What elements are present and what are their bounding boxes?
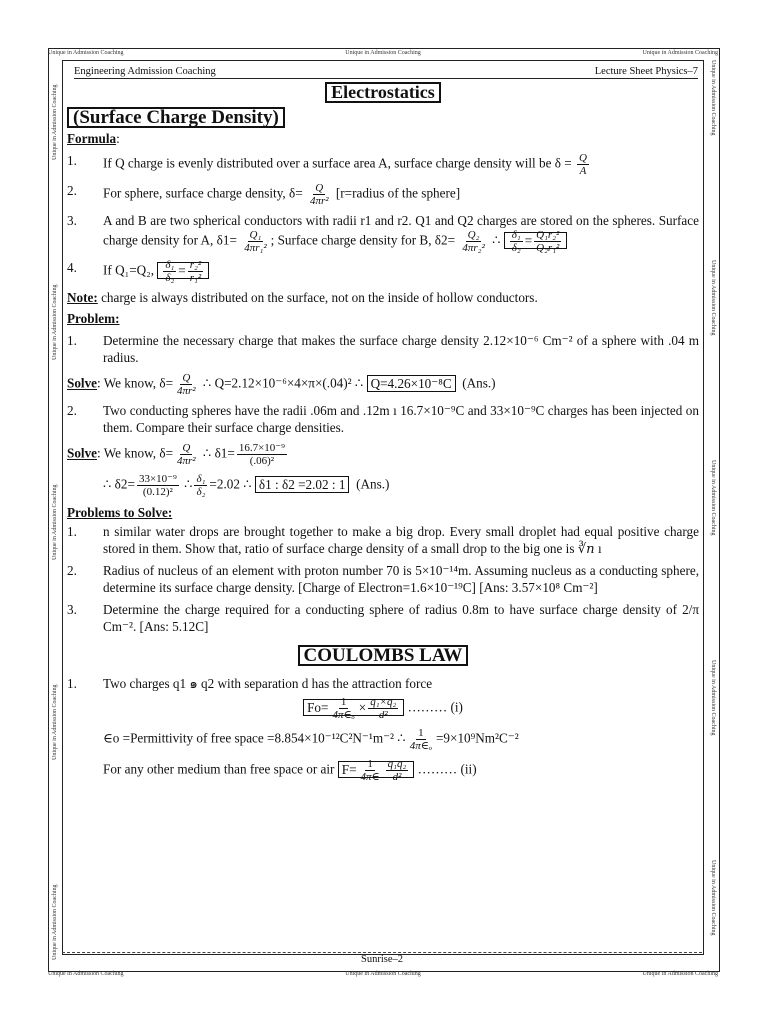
list-item: 3. Determine the charge required for a conducting sphere of radius 0.8m to have surface charge density of 2/π Cm⁻². [Ans: 5.12C] [67, 602, 699, 634]
section-title: (Surface Charge Density) [67, 107, 285, 128]
ratio-box: $\frac{\text{δ₁}}{\text{δ₂}}$ = $\frac{\text{r₂²}}{\text{r₁²}}$ [157, 262, 209, 279]
coulomb-formula-i: Fo= $\frac{1}{\text{4π∈ₒ}}$ × $\frac{\text{q₁×q₂}}{\text{d²}}$ ……… (i) [67, 696, 699, 721]
list-item: 2. Radius of nucleus of an element with proton number 70 is 5×10⁻¹⁴m. Assuming nucleus as a conducting sphere, determine its surface charge density. [Charge of Electron=1.6×10⁻¹⁹C] [Ans: 3.57×10⁸ Cm⁻²] [67, 563, 699, 595]
header-right: Lecture Sheet Physics–7 [594, 66, 698, 77]
list-item: 1. Determine the necessary charge that makes the surface charge density 2.12×10⁻⁶ Cm⁻² of a sphere with .04 m radius. [67, 333, 699, 365]
page-header [74, 66, 698, 79]
watermark-text: Unique in Admission Coaching [345, 971, 421, 977]
watermark-text: Unique in Admission Coaching [48, 971, 124, 977]
page-title: Electrostatics [325, 82, 441, 103]
list-item: 4. If Q₁=Q₂, $\frac{\text{δ₁}}{\text{δ₂}}$ = $\frac{\text{r₂²}}{\text{r₁²}}$ [67, 259, 699, 284]
watermark-text: Unique in Admission Coaching [710, 260, 716, 336]
watermark-text: Unique in Admission Coaching [710, 660, 716, 736]
solution: Solve: We know, δ= $\frac{Q}{\text{4πr²}}$ ∴ Q=2.12×10⁻⁶×4×π×(.04)² ∴ Q=4.26×10⁻⁸C (Ans.) [67, 372, 496, 397]
formula-heading: Formula [67, 131, 117, 146]
watermark-text: Unique in Admission Coaching [710, 60, 716, 136]
note: Note: charge is always distributed on the surface, not on the inside of hollow conductors. [67, 290, 538, 305]
watermark-text: Unique in Admission Coaching [52, 684, 58, 760]
coulomb-formula-ii: For any other medium than free space or air F= $\frac{1}{4\pi\in}$ $\frac{\text{q₁q₂}}{\text{d²}}$ ……… (ii) [103, 758, 477, 783]
page-content: Electrostatics (Surface Charge Density) Formula: 1. If Q charge is evenly distributed over a surface area A, surface charge density will be δ = $\frac{Q}{A}$ 2. For sphere, surface charge density, δ= $\frac{Q}{\text{4πr²}}$ [r=radius of the sphere] 3. A and B are two spherical conductors with radii r1 and r2. Q1 and Q2 charges are stored on the spheres. Surface charge density for A, δ1= $\frac{\text{Q₁}}{\text{4πr₁²}}$ ; Surface charge density for B, δ2= $\frac{\text{Q₂}}{\text{4πr₂²}}$ ∴ $\frac{\text{δ₁}}{\text{δ₂}}$ = $\frac{\text{Q₁r₂²}}{\text{Q₂r₁²}}$ 4. If Q₁=Q₂, $\frac{\text{δ₁}}{\text{δ₂}}$ = $\frac{\text{r₂²}}{\text{r₁²}}$ Note: charge is always distributed on the surface, not on the inside of hollow conductors. Problem: 1. Determine the necessary charge that makes the surface charge density 2.12×10⁻⁶ Cm⁻² of a sphere with .04 m radius. Solve: We know, δ= $\frac{Q}{\text{4πr²}}$ ∴ Q=2.12×10⁻⁶×4×π×(.04)² ∴ Q=4.26×10⁻⁸C (Ans.) 2. Two conducting spheres have the radii .06m and .12m ı 16.7×10⁻⁹C and 33×10⁻⁹C charges has been injected on them. Compare their surface charge densities. Solve: We know, δ= $\frac{Q}{\text{4πr²}}$ ∴ δ1= $\frac{\text{16.7×10⁻⁹}}{\text{(.06)²}}$ ∴ δ2= $\frac{\text{33×10⁻⁹}}{\text{(0.12)²}}$ ∴ $\frac{\text{δ₁}}{\text{δ₂}}$ =2.02 ∴ δ1 : δ2 =2.02 : 1 (Ans.) Problems to Solve: 1. n similar water drops are brought together to make a big drop. Every small droplet had equal positive charge stored in them. Show that, ratio of surface charge density of a small drop to the big one is ∛𝑛 ı 2. Radius of nucleus of an element with proton number 70 is 5×10⁻¹⁴m. Assuming nucleus as a conducting sphere, determine its surface charge density. [Charge of Electron=1.6×10⁻¹⁹C] [Ans: 3.57×10⁸ Cm⁻²] 3. Determine the charge required for a conducting sphere of radius 0.8m to have surface charge density of 2/π Cm⁻². [Ans: 5.12C] COULOMBS LAW 1. Two charges q1 ๑ q2 with separation d has the attraction force Fo= $\frac{1}{\text{4π∈ₒ}}$ × $\frac{\text{q₁×q₂}}{\text{d²}}$ ……… (i) ∈o =Permittivity of free space =8.854×10⁻¹²C²N⁻¹m⁻² ∴ $\frac{1}{\text{4π∈ₒ}}$ =9×10⁹Nm²C⁻² For any other medium than free space or air F= $\frac{1}{4\pi\in}$ $\frac{\text{q₁q₂}}{\text{d²}}$ ……… (ii) [67, 82, 699, 783]
watermark-text: Unique in Admission Coaching [52, 84, 58, 160]
watermark-text: Unique in Admission Coaching [52, 484, 58, 560]
list-item: 3. A and B are two spherical conductors with radii r1 and r2. Q1 and Q2 charges are stored on the spheres. Surface charge density for A, δ1= $\frac{\text{Q₁}}{\text{4πr₁²}}$ ; Surface charge density for B, δ2= $\frac{\text{Q₂}}{\text{4πr₂²}}$ ∴ $\frac{\text{δ₁}}{\text{δ₂}}$ = $\frac{\text{Q₁r₂²}}{\text{Q₂r₁²}}$ [67, 213, 699, 254]
list-item: 2. Two conducting spheres have the radii .06m and .12m ı 16.7×10⁻⁹C and 33×10⁻⁹C charges has been injected on them. Compare their surface charge densities. [67, 403, 699, 435]
solution: Solve: We know, δ= $\frac{Q}{\text{4πr²}}$ ∴ δ1= $\frac{\text{16.7×10⁻⁹}}{\text{(.06)²}}$ [67, 442, 285, 467]
coulomb-title: COULOMBS LAW [298, 645, 469, 666]
list-item: 1. If Q charge is evenly distributed over a surface area A, surface charge density will be δ = $\frac{Q}{A}$ [67, 152, 587, 177]
header-left: Engineering Admission Coaching [74, 66, 216, 77]
watermark-text: Unique in Admission Coaching [52, 284, 58, 360]
watermark-text: Unique in Admission Coaching [642, 971, 718, 977]
watermark-text: Unique in Admission Coaching [710, 860, 716, 936]
watermark-text: Unique in Admission Coaching [48, 50, 124, 56]
problems-to-solve-heading: Problems to Solve: [67, 505, 173, 520]
watermark-text: Unique in Admission Coaching [345, 50, 421, 56]
ratio-box: $\frac{\text{δ₁}}{\text{δ₂}}$ = $\frac{\text{Q₁r₂²}}{\text{Q₂r₁²}}$ [504, 232, 568, 249]
permittivity-line: ∈o =Permittivity of free space =8.854×10⁻¹²C²N⁻¹m⁻² ∴ $\frac{1}{\text{4π∈ₒ}}$ =9×10⁹Nm²C⁻² [103, 727, 519, 752]
list-item: 1. n similar water drops are brought together to make a big drop. Every small droplet had equal positive charge stored in them. Show that, ratio of surface charge density of a small drop to the big one is ∛𝑛 ı [67, 524, 699, 556]
problem-heading: Problem: [67, 311, 120, 326]
list-item: 2. For sphere, surface charge density, δ= $\frac{Q}{\text{4πr²}}$ [r=radius of the sphere] [67, 182, 461, 207]
top-watermark-row [48, 50, 718, 56]
watermark-text: Unique in Admission Coaching [642, 50, 718, 56]
watermark-text: Unique in Admission Coaching [52, 884, 58, 960]
watermark-text: Unique in Admission Coaching [710, 460, 716, 536]
solution-continued: ∴ δ2= $\frac{\text{33×10⁻⁹}}{\text{(0.12)²}}$ ∴ $\frac{\text{δ₁}}{\text{δ₂}}$ =2.02 ∴ δ1 : δ2 =2.02 : 1 (Ans.) [103, 473, 390, 498]
page-footer: Sunrise–2 [62, 952, 702, 965]
list-item: 1. Two charges q1 ๑ q2 with separation d has the attraction force [67, 676, 433, 691]
bottom-watermark-row [48, 971, 718, 977]
